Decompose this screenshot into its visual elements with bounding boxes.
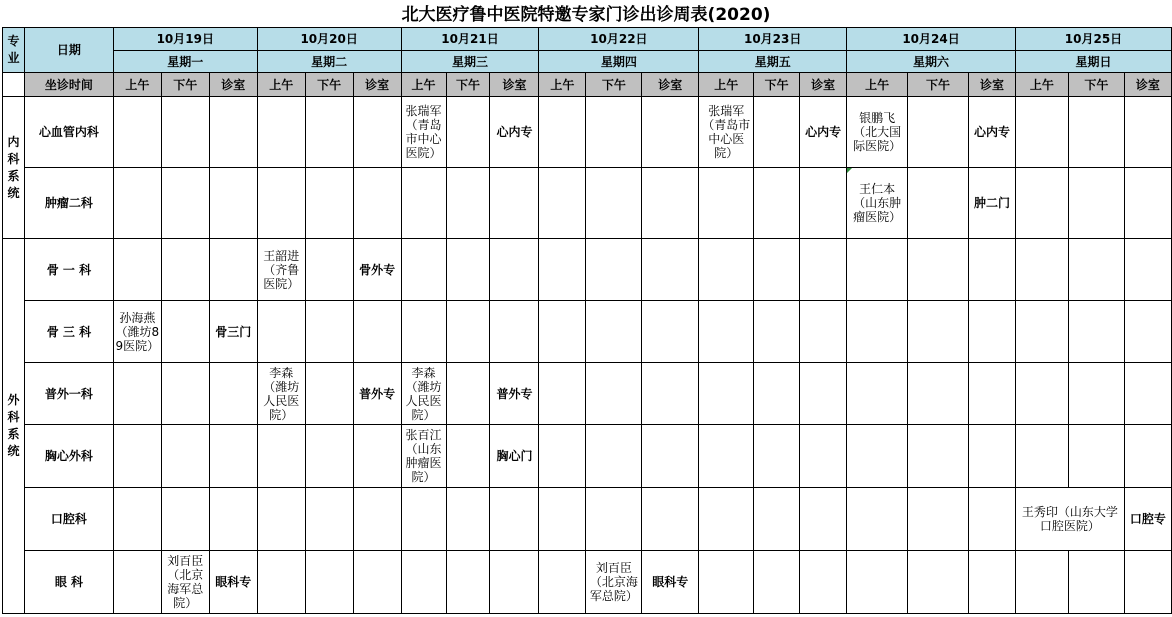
empty-cell (209, 239, 257, 301)
weekday-sun: 星期日 (1015, 51, 1171, 73)
dept-ortho3: 骨 三 科 (24, 301, 113, 363)
empty-cell (642, 363, 699, 425)
empty-cell (1068, 168, 1124, 239)
empty-cell (1068, 363, 1124, 425)
doctor-entry: 银鹏飞（北大国际医院） (847, 97, 908, 168)
empty-cell (754, 363, 800, 425)
clinic-room: 胸心门 (490, 425, 539, 488)
empty-cell (446, 239, 490, 301)
slot-am: 上午 (847, 73, 908, 97)
weekday-tue: 星期二 (257, 51, 401, 73)
empty-cell (1015, 168, 1068, 239)
doctor-entry: 李森（潍坊人民医院） (257, 363, 305, 425)
weekday-thu: 星期四 (539, 51, 699, 73)
blank-cell (3, 73, 25, 97)
empty-cell (161, 168, 209, 239)
slot-room: 诊室 (353, 73, 401, 97)
empty-cell (699, 239, 754, 301)
empty-cell (113, 97, 161, 168)
doctor-entry: 王韶进（齐鲁医院） (257, 239, 305, 301)
empty-cell (353, 425, 401, 488)
empty-cell (586, 363, 642, 425)
empty-cell (446, 425, 490, 488)
slot-pm: 下午 (908, 73, 969, 97)
empty-cell (353, 97, 401, 168)
empty-cell (754, 488, 800, 551)
empty-cell (908, 363, 969, 425)
slot-pm: 下午 (754, 73, 800, 97)
empty-cell (446, 97, 490, 168)
empty-cell (586, 97, 642, 168)
slot-room: 诊室 (968, 73, 1015, 97)
empty-cell (847, 551, 908, 614)
empty-cell (908, 239, 969, 301)
empty-cell (968, 425, 1015, 488)
empty-cell (539, 239, 586, 301)
empty-cell (305, 425, 353, 488)
empty-cell (257, 551, 305, 614)
slot-pm: 下午 (586, 73, 642, 97)
system-surgical: 外科系统 (3, 239, 25, 614)
empty-cell (699, 301, 754, 363)
empty-cell (1124, 301, 1171, 363)
empty-cell (968, 301, 1015, 363)
dept-ortho1: 骨 一 科 (24, 239, 113, 301)
empty-cell (800, 168, 847, 239)
empty-cell (161, 488, 209, 551)
empty-cell (305, 551, 353, 614)
empty-cell (209, 488, 257, 551)
day-date-sun: 10月25日 (1015, 28, 1171, 51)
empty-cell (800, 488, 847, 551)
empty-cell (401, 551, 446, 614)
slot-room: 诊室 (800, 73, 847, 97)
empty-cell (642, 488, 699, 551)
empty-cell (754, 97, 800, 168)
empty-cell (1124, 239, 1171, 301)
empty-cell (539, 488, 586, 551)
empty-cell (257, 301, 305, 363)
slot-am: 上午 (699, 73, 754, 97)
empty-cell (161, 363, 209, 425)
empty-cell (642, 97, 699, 168)
weekday-fri: 星期五 (699, 51, 847, 73)
empty-cell (401, 168, 446, 239)
clinic-room: 眼科专 (209, 551, 257, 614)
empty-cell (699, 425, 754, 488)
empty-cell (908, 488, 969, 551)
schedule-table (2, 27, 1172, 614)
empty-cell (490, 488, 539, 551)
day-date-wed: 10月21日 (401, 28, 539, 51)
empty-cell (539, 97, 586, 168)
empty-cell (847, 239, 908, 301)
date-label: 日期 (24, 28, 113, 73)
empty-cell (353, 168, 401, 239)
empty-cell (113, 488, 161, 551)
empty-cell (642, 425, 699, 488)
slot-pm: 下午 (1068, 73, 1124, 97)
empty-cell (539, 425, 586, 488)
slot-room: 诊室 (490, 73, 539, 97)
slot-am: 上午 (1015, 73, 1068, 97)
empty-cell (305, 168, 353, 239)
empty-cell (161, 239, 209, 301)
empty-cell (539, 168, 586, 239)
empty-cell (113, 239, 161, 301)
doctor-entry: 张瑞军（青岛市中心医院） (699, 97, 754, 168)
empty-cell (1015, 301, 1068, 363)
empty-cell (490, 551, 539, 614)
weekday-wed: 星期三 (401, 51, 539, 73)
doctor-entry: 李森（潍坊人民医院） (401, 363, 446, 425)
empty-cell (1124, 551, 1171, 614)
system-internal: 内科系统 (3, 97, 25, 239)
clinic-room: 眼科专 (642, 551, 699, 614)
slot-room: 诊室 (209, 73, 257, 97)
empty-cell (642, 168, 699, 239)
empty-cell (490, 301, 539, 363)
empty-cell (113, 425, 161, 488)
empty-cell (1068, 239, 1124, 301)
doctor-entry: 王秀印（山东大学口腔医院） (1015, 488, 1124, 551)
clinic-room: 心内专 (490, 97, 539, 168)
doctor-entry: 王仁本（山东肿瘤医院） (847, 168, 908, 239)
empty-cell (446, 551, 490, 614)
slot-pm: 下午 (161, 73, 209, 97)
empty-cell (539, 363, 586, 425)
empty-cell (586, 239, 642, 301)
empty-cell (908, 425, 969, 488)
weekday-mon: 星期一 (113, 51, 257, 73)
empty-cell (113, 363, 161, 425)
empty-cell (586, 301, 642, 363)
empty-cell (800, 363, 847, 425)
empty-cell (257, 425, 305, 488)
empty-cell (908, 551, 969, 614)
empty-cell (1124, 168, 1171, 239)
empty-cell (446, 168, 490, 239)
dept-eye: 眼 科 (24, 551, 113, 614)
empty-cell (161, 97, 209, 168)
empty-cell (586, 168, 642, 239)
empty-cell (113, 168, 161, 239)
empty-cell (754, 239, 800, 301)
empty-cell (699, 551, 754, 614)
empty-cell (401, 239, 446, 301)
slot-room: 诊室 (1124, 73, 1171, 97)
empty-cell (305, 363, 353, 425)
empty-cell (800, 301, 847, 363)
empty-cell (446, 301, 490, 363)
empty-cell (353, 488, 401, 551)
clinic-room: 心内专 (968, 97, 1015, 168)
empty-cell (754, 551, 800, 614)
empty-cell (305, 97, 353, 168)
day-date-thu: 10月22日 (539, 28, 699, 51)
empty-cell (754, 301, 800, 363)
empty-cell (1124, 425, 1171, 488)
empty-cell (539, 551, 586, 614)
slot-am: 上午 (113, 73, 161, 97)
clinic-room: 心内专 (800, 97, 847, 168)
clinic-room: 普外专 (353, 363, 401, 425)
empty-cell (642, 301, 699, 363)
dept-thoracic: 胸心外科 (24, 425, 113, 488)
empty-cell (968, 488, 1015, 551)
slot-pm: 下午 (446, 73, 490, 97)
empty-cell (1124, 363, 1171, 425)
clinic-room: 骨三门 (209, 301, 257, 363)
comment-marker (847, 168, 852, 173)
empty-cell (305, 488, 353, 551)
doctor-entry: 刘百臣（北京海军总院） (161, 551, 209, 614)
specialty-header: 专业 (3, 28, 25, 73)
empty-cell (446, 488, 490, 551)
slot-am: 上午 (401, 73, 446, 97)
empty-cell (257, 488, 305, 551)
empty-cell (1015, 551, 1068, 614)
empty-cell (401, 488, 446, 551)
empty-cell (353, 301, 401, 363)
empty-cell (1015, 239, 1068, 301)
doctor-entry: 张百江（山东肿瘤医院） (401, 425, 446, 488)
slot-room: 诊室 (642, 73, 699, 97)
doctor-entry: 张瑞军（青岛市中心医院） (401, 97, 446, 168)
day-date-fri: 10月23日 (699, 28, 847, 51)
empty-cell (305, 301, 353, 363)
time-label: 坐诊时间 (24, 73, 113, 97)
dept-oral: 口腔科 (24, 488, 113, 551)
page-title: 北大医疗鲁中医院特邀专家门诊出诊周表(2020) (401, 5, 771, 25)
weekday-sat: 星期六 (847, 51, 1016, 73)
empty-cell (586, 488, 642, 551)
empty-cell (257, 168, 305, 239)
empty-cell (113, 551, 161, 614)
empty-cell (908, 168, 969, 239)
doctor-entry: 孙海燕（潍坊89医院） (113, 301, 161, 363)
empty-cell (161, 301, 209, 363)
clinic-room: 普外专 (490, 363, 539, 425)
empty-cell (586, 425, 642, 488)
empty-cell (1068, 301, 1124, 363)
empty-cell (446, 363, 490, 425)
empty-cell (699, 168, 754, 239)
slot-pm: 下午 (305, 73, 353, 97)
empty-cell (209, 425, 257, 488)
empty-cell (908, 97, 969, 168)
clinic-room: 肿二门 (968, 168, 1015, 239)
day-date-tue: 10月20日 (257, 28, 401, 51)
empty-cell (699, 488, 754, 551)
empty-cell (1124, 97, 1171, 168)
empty-cell (1015, 97, 1068, 168)
dept-oncology2: 肿瘤二科 (24, 168, 113, 239)
empty-cell (305, 239, 353, 301)
empty-cell (1015, 425, 1068, 488)
empty-cell (161, 425, 209, 488)
empty-cell (847, 363, 908, 425)
empty-cell (1015, 363, 1068, 425)
empty-cell (847, 301, 908, 363)
empty-cell (353, 551, 401, 614)
empty-cell (908, 301, 969, 363)
empty-cell (1068, 97, 1124, 168)
empty-cell (968, 551, 1015, 614)
empty-cell (1068, 551, 1124, 614)
empty-cell (257, 97, 305, 168)
day-date-sat: 10月24日 (847, 28, 1016, 51)
empty-cell (800, 425, 847, 488)
day-date-mon: 10月19日 (113, 28, 257, 51)
empty-cell (490, 168, 539, 239)
slot-am: 上午 (539, 73, 586, 97)
empty-cell (754, 168, 800, 239)
empty-cell (800, 551, 847, 614)
empty-cell (968, 239, 1015, 301)
empty-cell (401, 301, 446, 363)
slot-am: 上午 (257, 73, 305, 97)
dept-gensurg1: 普外一科 (24, 363, 113, 425)
empty-cell (968, 363, 1015, 425)
empty-cell (699, 363, 754, 425)
clinic-room: 口腔专 (1124, 488, 1171, 551)
clinic-room: 骨外专 (353, 239, 401, 301)
dept-cardio: 心血管内科 (24, 97, 113, 168)
empty-cell (642, 239, 699, 301)
doctor-entry: 刘百臣（北京海军总院） (586, 551, 642, 614)
empty-cell (490, 239, 539, 301)
empty-cell (539, 301, 586, 363)
empty-cell (209, 363, 257, 425)
empty-cell (754, 425, 800, 488)
empty-cell (800, 239, 847, 301)
empty-cell (847, 488, 908, 551)
empty-cell (847, 425, 908, 488)
empty-cell (209, 97, 257, 168)
empty-cell (1068, 425, 1124, 488)
empty-cell (209, 168, 257, 239)
